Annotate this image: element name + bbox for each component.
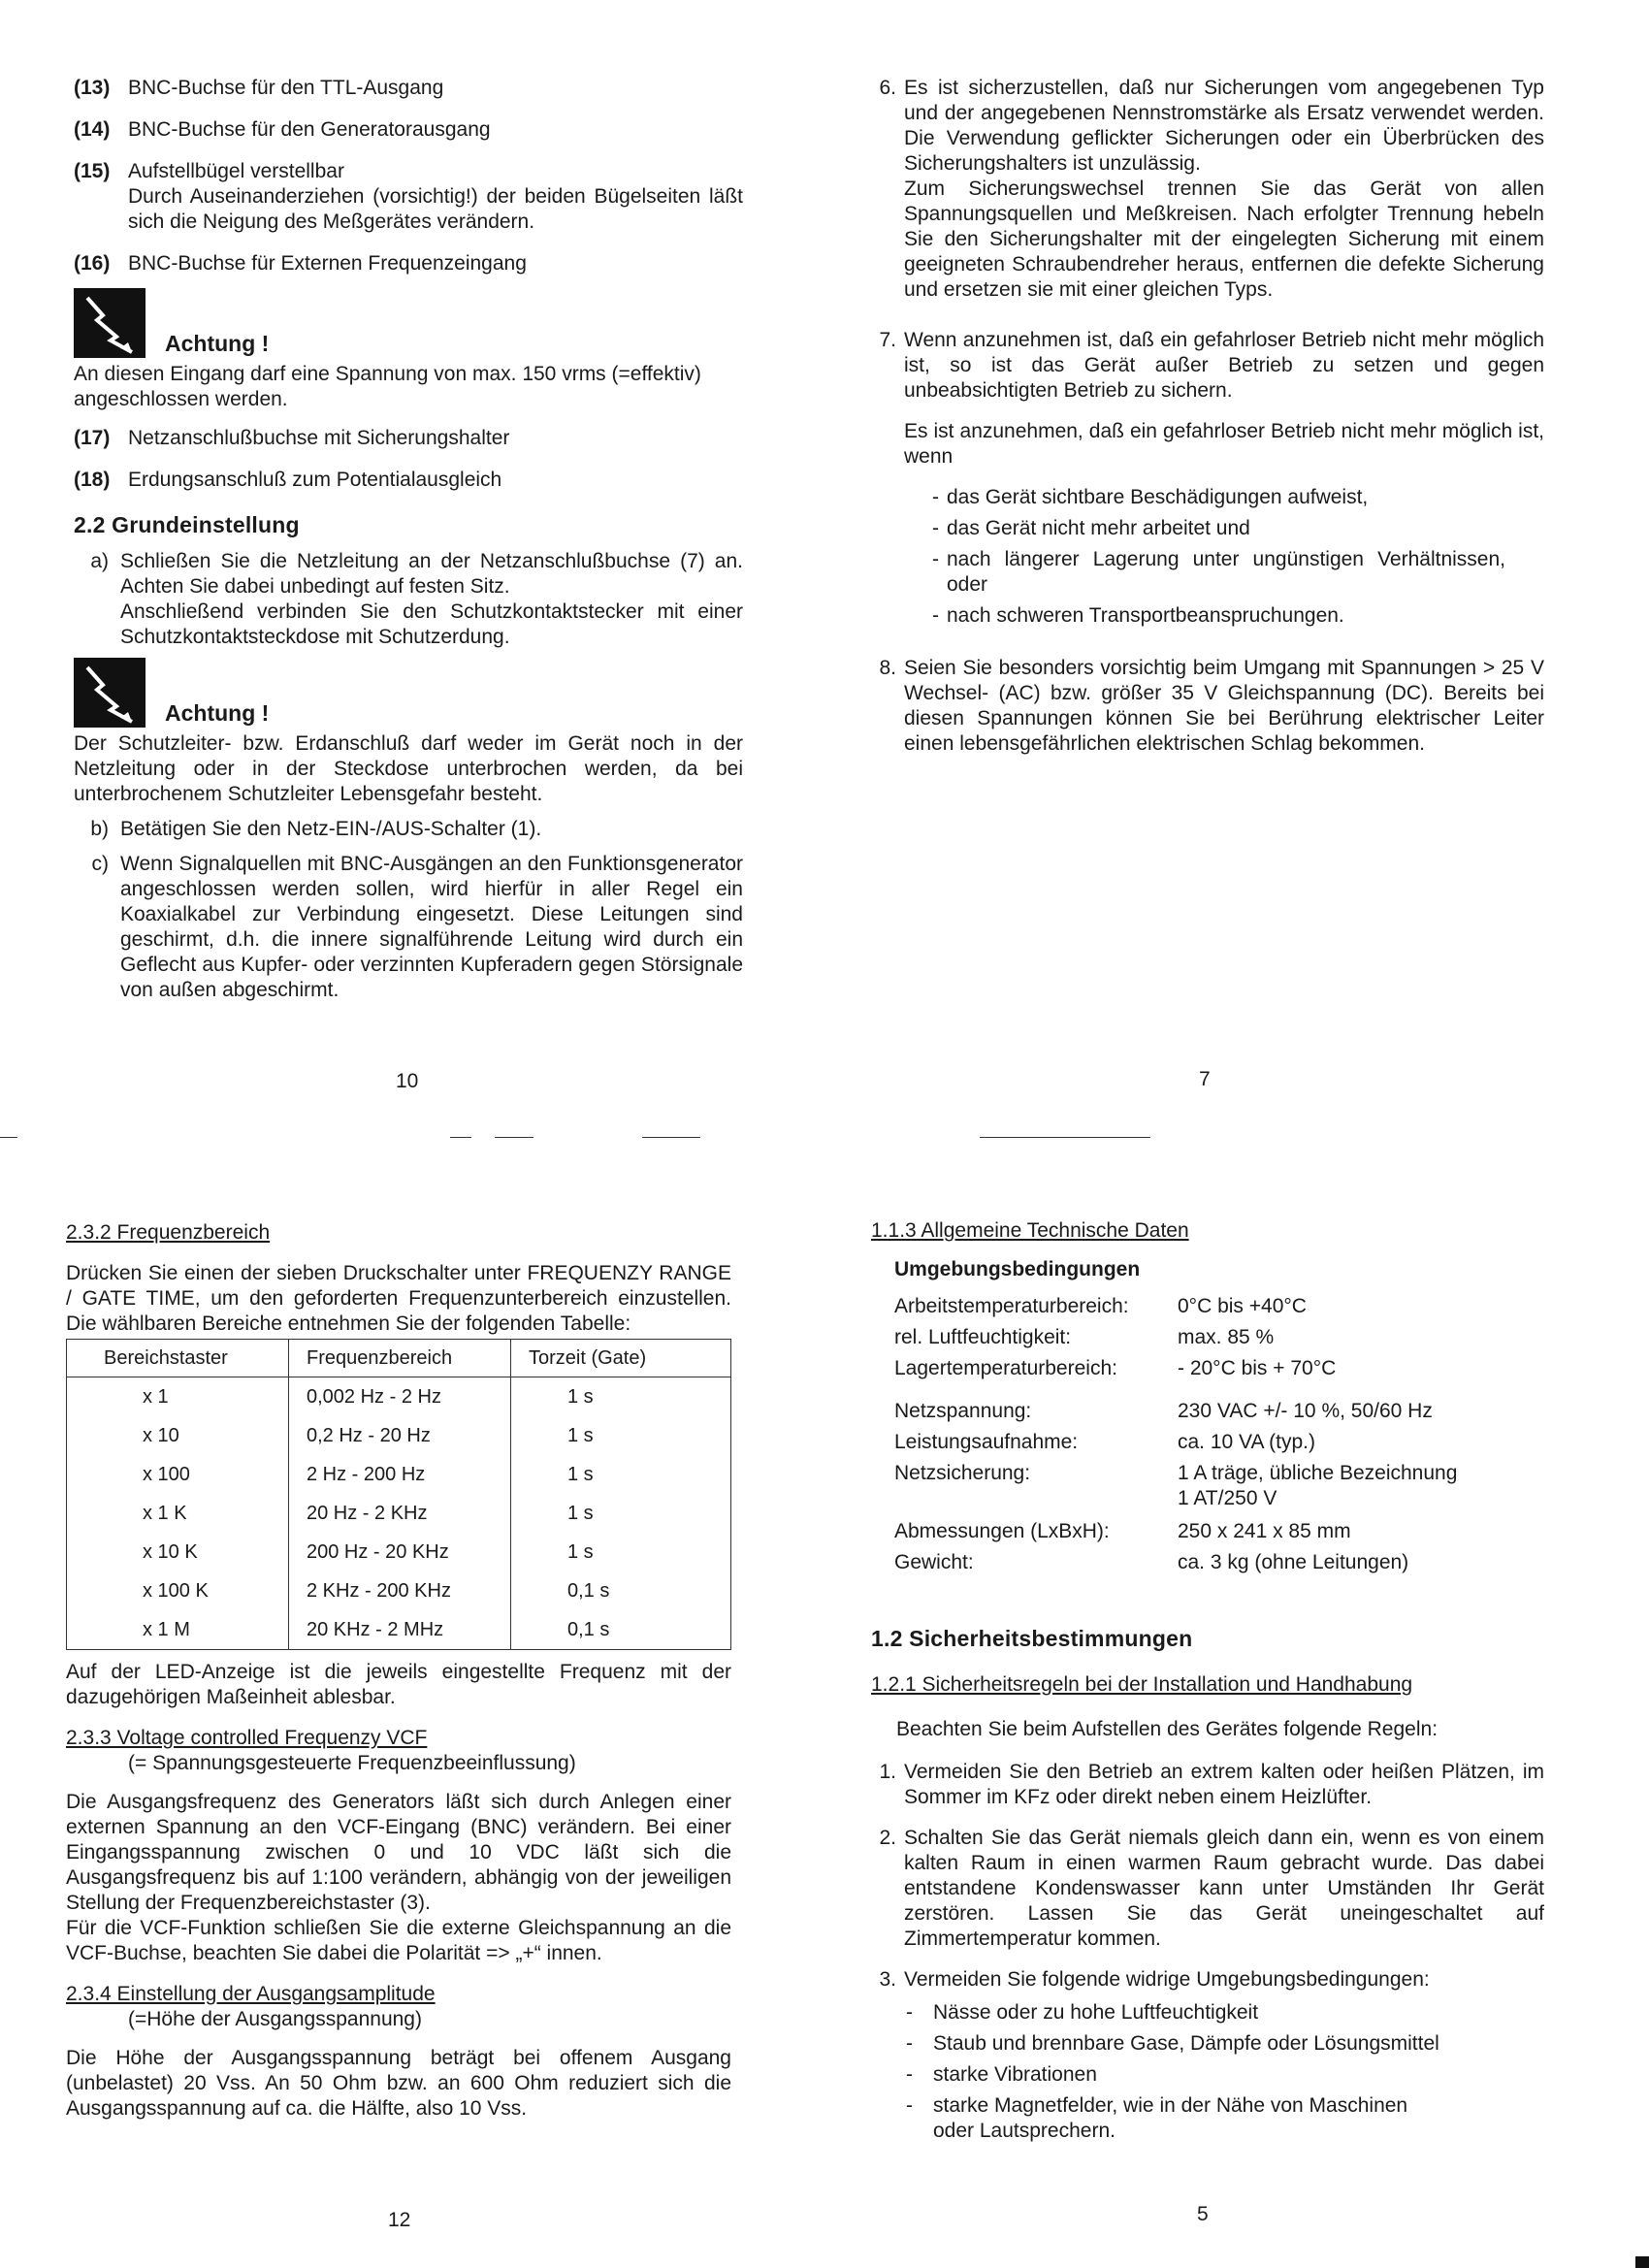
list-item: 2. Schalten Sie das Gerät niemals gleich dann ein, wenn es von einem kalten Raum in einen warmen Raum gebracht wurde. Das dabei entstandene Kondenswasser kann unter Umständen Ihr Gerät zerstören. Lassen Sie das Gerät uneingeschaltet auf Zimmertemperatur kommen. <box>879 1827 1544 1950</box>
page-number: 7 <box>1199 1068 1211 1090</box>
table-row: x 1 K 20 Hz - 2 KHz 1 s <box>67 1494 731 1533</box>
page-7 <box>871 76 1544 757</box>
high-voltage-warning-icon <box>74 288 146 358</box>
frequency-table <box>66 1339 731 1650</box>
subsection-heading: 1.1.3 Allgemeine Technische Daten <box>871 1219 1189 1242</box>
list-item: - Staub und brennbare Gase, Dämpfe oder Lösungsmittel <box>906 2032 1439 2055</box>
step-a: a) Schließen Sie die Netzleitung an der Netzanschlußbuchse (7) an. Achten Sie dabei unbedingt auf festen Sitz. Anschließend verbinden Sie den Schutzkontaktstecker mit einer Schutzkontaktsteckdose mit Schutzerdung. <box>90 550 743 648</box>
list-item: (13) BNC-Buchse für den TTL-Ausgang <box>74 77 444 99</box>
page-12 <box>66 1220 731 2122</box>
spec-row: Arbeitstemperaturbereich: 0°C bis +40°C <box>894 1295 1307 1317</box>
page-divider <box>642 1137 700 1138</box>
step-b: b) Betätigen Sie den Netz-EIN-/AUS-Schalter (1). <box>90 818 542 840</box>
subsection-heading: 1.2.1 Sicherheitsregeln bei der Installation und Handhabung <box>871 1673 1413 1696</box>
list-item: 6. Es ist sicherzustellen, daß nur Sicherungen vom angegebenen Typ und der angegebenen Nennstromstärke als Ersatz verwendet werden. Die Verwendung geflickter Sicherungen oder ein Überbrücken des Sicherungshalters ist unzulässig. Zum Sicherungswechsel trennen Sie das Gerät von allen Spannungsquellen und Meßkreisen. Nach erfolgter Trennung hebeln Sie den Sicherungshalter mit der eingelegten Sicherung mit einem geeigneten Schraubendreher heraus, entfernen die defekte Sicherung und ersetzen sie mit einer gleichen Typs. <box>879 77 1544 301</box>
list-item: (18) Erdungsanschluß zum Potentialausgleich <box>74 469 502 491</box>
paragraph: Die Höhe der Ausgangsspannung beträgt bei offenem Ausgang (unbelastet) 20 Vss. An 50 Ohm bzw. an 600 Ohm reduziert sich die Ausgangsspannung auf ca. die Hälfte, also 10 Vss. <box>66 2047 731 2120</box>
paragraph: Die Ausgangsfrequenz des Generators läßt sich durch Anlegen einer externen Spannung an den VCF-Eingang (BNC) verändern. Bei einer Eingangsspannung zwischen 0 und 10 VDC läßt sich die Ausgangsfrequenz bis auf 1:100 verändern, abhängig von der jeweiligen Stellung der Frequenzbereichstaster (3). <box>66 1791 731 1914</box>
paragraph: Drücken Sie einen der sieben Druckschalter unter FREQUENZY RANGE / GATE TIME, um den geforderten Frequenzunterbereich einzustellen. Die wählbaren Bereiche entnehmen Sie der folgenden Tabelle: <box>66 1262 731 1335</box>
list-item: - starke Vibrationen <box>906 2063 1097 2086</box>
list-item: - das Gerät nicht mehr arbeitet und <box>932 517 1250 539</box>
table-row: x 100 2 Hz - 200 Hz 1 s <box>67 1455 731 1494</box>
column-header: Bereichstaster <box>67 1340 289 1377</box>
table-row: x 100 K 2 KHz - 200 KHz 0,1 s <box>67 1571 731 1610</box>
spec-row: Leistungsaufnahme: ca. 10 VA (typ.) <box>894 1431 1316 1453</box>
list-item: 7. Wenn anzunehmen ist, daß ein gefahrloser Betrieb nicht mehr möglich ist, so ist das Gerät außer Betrieb zu setzen und gegen unbeabsichtigten Betrieb zu sichern. Es ist anzunehmen, daß ein gefahrloser Betrieb nicht mehr möglich ist, wenn - das Gerät sichtbare Beschädigungen aufweist, - das Gerät nicht mehr arbeitet und - nach längerer Lagerung unter ungünstigen Verhältnissen, oder - nach schweren Transportbeanspruchungen. <box>879 329 1544 627</box>
warning-text: Der Schutzleiter- bzw. Erdanschluß darf weder im Gerät noch in der Netzleitung oder in der Steckdose unterbrochen werden, da bei unterbrochenem Schutzleiter Lebensgefahr besteht. <box>74 732 743 805</box>
spec-row: Abmessungen (LxBxH): 250 x 241 x 85 mm <box>894 1520 1351 1542</box>
page-5 <box>871 1218 1544 2150</box>
list-item: - nach längerer Lagerung unter ungünstigen Verhältnissen, oder <box>932 548 1505 596</box>
page-divider <box>980 1137 1150 1138</box>
warning-box <box>74 288 743 358</box>
subsection-heading: 2.3.2 Frequenzbereich <box>66 1221 271 1244</box>
page-divider <box>0 1137 17 1138</box>
warning-text: An diesen Eingang darf eine Spannung von max. 150 vrms (=effektiv) angeschlossen werden. <box>74 363 701 410</box>
subsection-heading: 2.3.4 Einstellung der Ausgangsamplitude <box>66 1983 436 2005</box>
list-item: - starke Magnetfelder, wie in der Nähe von Maschinen oder Lautsprechern. <box>906 2094 1408 2142</box>
list-item: - Nässe oder zu hohe Luftfeuchtigkeit <box>906 2001 1259 2024</box>
page-number: 12 <box>388 2209 411 2231</box>
list-item: 1. Vermeiden Sie den Betrieb an extrem kalten oder heißen Plätzen, im Sommer im KFz oder direkt neben einem Heizlüfter. <box>879 1761 1544 1808</box>
spec-row: Netzspannung: 230 VAC +/- 10 %, 50/60 Hz <box>894 1400 1433 1422</box>
high-voltage-warning-icon <box>74 658 146 728</box>
table-row: x 1 0,002 Hz - 2 Hz 1 s <box>67 1377 731 1417</box>
table-row: x 10 K 200 Hz - 20 KHz 1 s <box>67 1533 731 1571</box>
warning-label: Achtung ! <box>165 700 270 726</box>
subsection-heading: 2.3.3 Voltage controlled Frequenzy VCF <box>66 1727 428 1749</box>
spec-row: rel. Luftfeuchtigkeit: max. 85 % <box>894 1326 1275 1348</box>
spec-row: Lagertemperaturbereich: - 20°C bis + 70°C <box>894 1357 1337 1379</box>
page-divider <box>450 1137 471 1138</box>
warning-label: Achtung ! <box>165 331 270 356</box>
list-item: - nach schweren Transportbeanspruchungen. <box>932 604 1344 627</box>
spec-row: Netzsicherung: 1 A träge, übliche Bezeichnung 1 AT/250 V <box>894 1462 1458 1509</box>
scan-edge-mark <box>1635 2256 1649 2268</box>
list-item: (17) Netzanschlußbuchse mit Sicherungshalter <box>74 427 510 449</box>
paragraph: Für die VCF-Funktion schließen Sie die externe Gleichspannung an die VCF-Buchse, beachten Sie dabei die Polarität => „+“ innen. <box>66 1917 731 1964</box>
paragraph: Beachten Sie beim Aufstellen des Gerätes folgende Regeln: <box>896 1718 1439 1740</box>
column-header: Torzeit (Gate) <box>511 1340 731 1377</box>
subsection-subtitle: (= Spannungsgesteuerte Frequenzbeeinflussung) <box>128 1752 576 1774</box>
page-divider <box>495 1137 534 1138</box>
list-item: (15) Aufstellbügel verstellbar Durch Auseinanderziehen (vorsichtig!) der beiden Bügelseiten läßt sich die Neigung des Meßgerätes verändern. <box>74 160 743 233</box>
block-heading: Umgebungsbedingungen <box>894 1258 1141 1280</box>
page-number: 5 <box>1197 2203 1209 2225</box>
list-item: - das Gerät sichtbare Beschädigungen aufweist, <box>932 486 1369 508</box>
page-number: 10 <box>396 1070 419 1092</box>
condition-list <box>871 2000 1544 2144</box>
list-item: 8. Seien Sie besonders vorsichtig beim Umgang mit Spannungen > 25 V Wechsel- (AC) bzw. größer 35 V Gleichspannung (DC). Bereits bei diesen Spannungen können Sie bei Berührung elektrischer Leiter einen lebensgefährlichen elektrischen Schlag bekommen. <box>879 657 1544 755</box>
paragraph: Auf der LED-Anzeige ist die jeweils eingestellte Frequenz mit der dazugehörigen Maßeinheit ablesbar. <box>66 1661 731 1708</box>
column-header: Frequenzbereich <box>289 1340 511 1377</box>
warning-box <box>74 658 743 728</box>
list-item: 3. Vermeiden Sie folgende widrige Umgebungsbedingungen: <box>879 1968 1430 1991</box>
spec-list <box>871 1294 1544 1575</box>
page-10 <box>74 76 743 1013</box>
list-item: (16) BNC-Buchse für Externen Frequenzeingang <box>74 252 527 275</box>
section-heading: 1.2 Sicherheitsbestimmungen <box>871 1626 1193 1651</box>
list-item: (14) BNC-Buchse für den Generatorausgang <box>74 118 491 141</box>
table-header-row <box>67 1340 731 1377</box>
subsection-subtitle: (=Höhe der Ausgangsspannung) <box>128 2008 422 2030</box>
spec-row: Gewicht: ca. 3 kg (ohne Leitungen) <box>894 1551 1409 1573</box>
table-row: x 1 M 20 KHz - 2 MHz 0,1 s <box>67 1610 731 1650</box>
section-heading: 2.2 Grundeinstellung <box>74 512 300 537</box>
table-row: x 10 0,2 Hz - 20 Hz 1 s <box>67 1416 731 1455</box>
step-c: c) Wenn Signalquellen mit BNC-Ausgängen an den Funktionsgenerator angeschlossen werden sollen, wird hierfür in aller Regel ein Koaxialkabel zur Verbindung eingesetzt. Diese Leitungen sind geschirmt, d.h. die innere signalführende Leitung wird durch ein Geflecht aus Kupfer- oder verzinnten Kupferadern gegen Störsignale von außen abgeschirmt. <box>91 853 743 1001</box>
